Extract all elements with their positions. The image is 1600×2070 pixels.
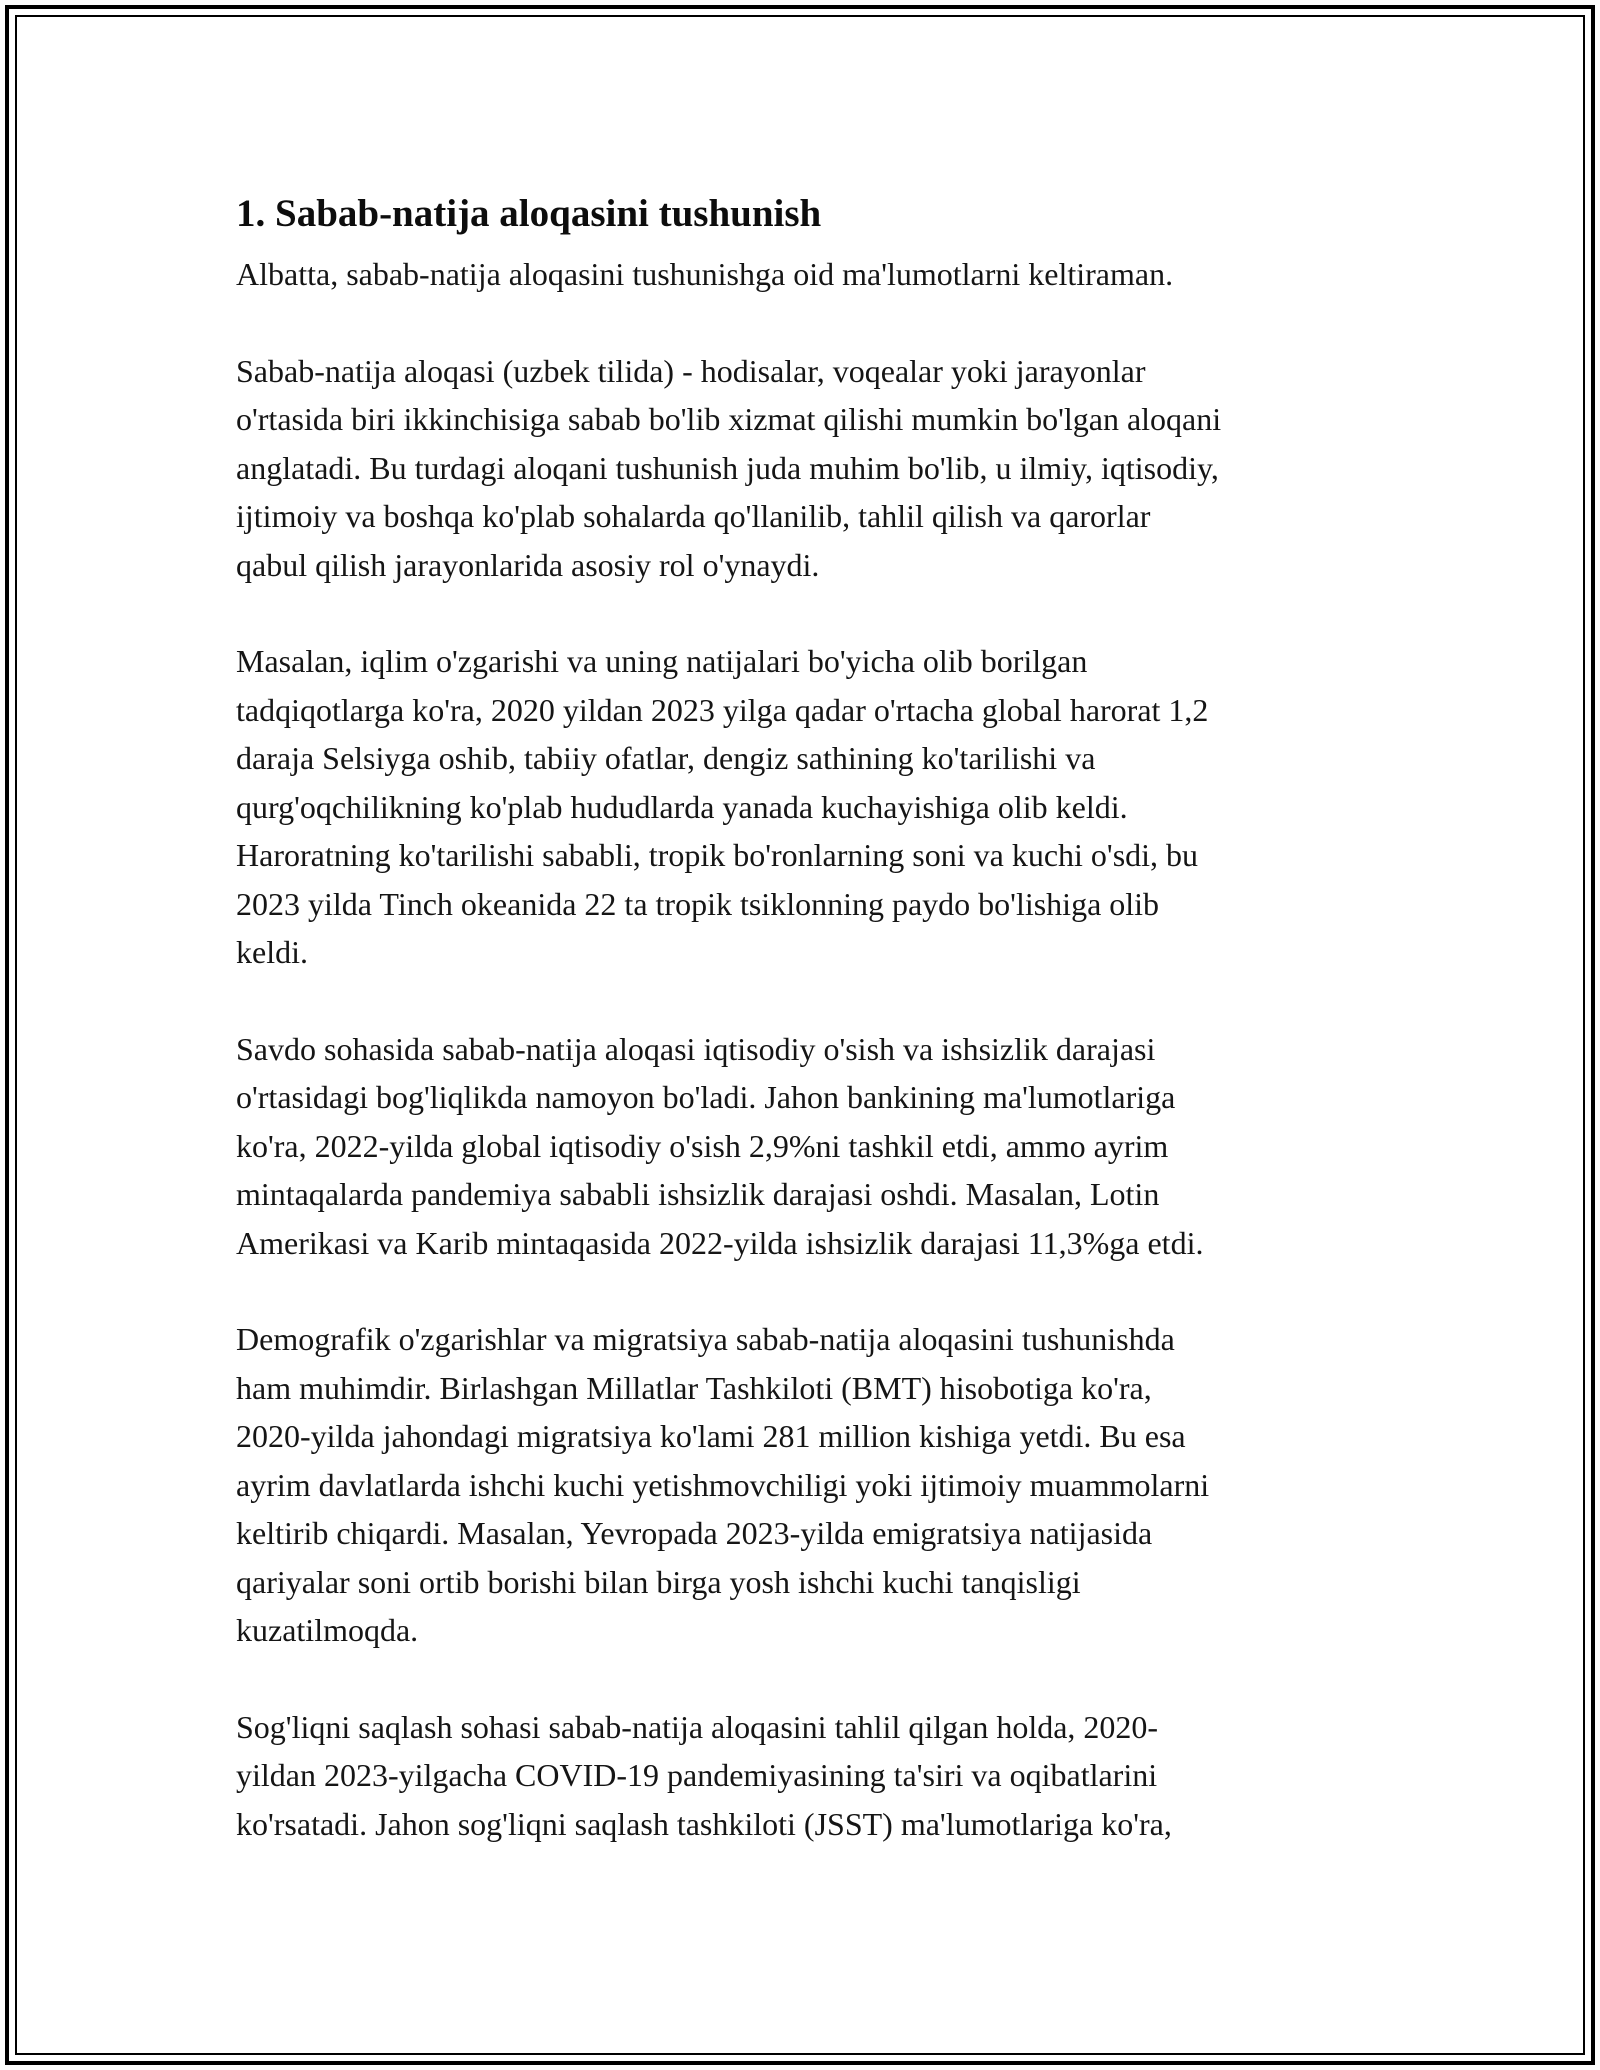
paragraph — [236, 1703, 1376, 1849]
paragraph-line: o'rtasida biri ikkinchisiga sabab bo'lib xizmat qilishi mumkin bo'lgan aloqani — [236, 401, 1222, 437]
paragraph-line: anglatadi. Bu turdagi aloqani tushunish juda muhim bo'lib, u ilmiy, iqtisodiy, — [236, 449, 1219, 486]
paragraph — [236, 1315, 1376, 1655]
paragraph-line: 2023 yilda Tinch okeanida 22 ta tropik tsiklonning paydo bo'lishiga olib — [236, 885, 1160, 922]
paragraph-line: qabul qilish jarayonlarida asosiy rol o'ynaydi. — [236, 546, 820, 583]
paragraph — [236, 250, 1376, 299]
paragraph-line: ham muhimdir. Birlashgan Millatlar Tashkiloti (BMT) hisobotiga ko'ra, — [236, 1369, 1152, 1406]
paragraph-line: daraja Selsiyga oshib, tabiiy ofatlar, dengiz sathining ko'tarilishi va — [236, 740, 1096, 776]
paragraph-line: Amerikasi va Karib mintaqasida 2022-yilda ishsizlik darajasi 11,3%ga etdi. — [236, 1224, 1204, 1261]
paragraph-line: Albatta, sabab-natija aloqasini tushunishga oid ma'lumotlarni keltiraman. — [236, 256, 1174, 292]
paragraph-line: ijtimoiy va boshqa ko'plab sohalarda qo'llanilib, tahlil qilish va qarorlar — [236, 498, 1151, 534]
paragraph-line: kuzatilmoqda. — [236, 1612, 419, 1648]
document-body — [236, 186, 1376, 1896]
paragraph-line: ko'rsatadi. Jahon sog'liqni saqlash tashkiloti (JSST) ma'lumotlariga ko'ra, — [236, 1805, 1172, 1842]
paragraph — [236, 637, 1376, 977]
paragraph-line: o'rtasidagi bog'liqlikda namoyon bo'ladi. Jahon bankining ma'lumotlariga — [236, 1079, 1176, 1115]
paragraph-line: qariyalar soni ortib borishi bilan birga yosh ishchi kuchi tanqisligi — [236, 1563, 1081, 1600]
paragraph-line: keltirib chiqardi. Masalan, Yevropada 2023-yilda emigratsiya natijasida — [236, 1515, 1153, 1551]
paragraph-line: 2020-yilda jahondagi migratsiya ko'lami 281 million kishiga yetdi. Bu esa — [236, 1418, 1186, 1454]
paragraph-line: qurg'oqchilikning ko'plab hududlarda yanada kuchayishiga olib keldi. — [236, 788, 1128, 825]
paragraph-line: yildan 2023-yilgacha COVID-19 pandemiyasining ta'siri va oqibatlarini — [236, 1757, 1158, 1793]
paragraph-line: keldi. — [236, 934, 308, 970]
paragraph-line: tadqiqotlarga ko'ra, 2020 yildan 2023 yilga qadar o'rtacha global harorat 1,2 — [236, 691, 1209, 728]
paragraph-line: Sog'liqni saqlash sohasi sabab-natija aloqasini tahlil qilgan holda, 2020- — [236, 1708, 1159, 1745]
paragraph — [236, 1025, 1376, 1268]
paragraph-line: Sabab-natija aloqasi (uzbek tilida) - hodisalar, voqealar yoki jarayonlar — [236, 352, 1146, 389]
paragraph-line: Masalan, iqlim o'zgarishi va uning natijalari bo'yicha olib borilgan — [236, 643, 1088, 679]
paragraph-line: Haroratning ko'tarilishi sababli, tropik bo'ronlarning soni va kuchi o'sdi, bu — [236, 837, 1199, 873]
paragraph-line: Savdo sohasida sabab-natija aloqasi iqtisodiy o'sish va ishsizlik darajasi — [236, 1030, 1156, 1067]
paragraph-list — [236, 250, 1376, 1848]
section-heading: 1. Sabab-natija aloqasini tushunish — [236, 192, 822, 235]
paragraph-line: ayrim davlatlarda ishchi kuchi yetishmovchiligi yoki ijtimoiy muammolarni — [236, 1466, 1210, 1503]
paragraph-line: ko'ra, 2022-yilda global iqtisodiy o'sish 2,9%ni tashkil etdi, ammo ayrim — [236, 1127, 1169, 1164]
paragraph-line: mintaqalarda pandemiya sababli ishsizlik darajasi oshdi. Masalan, Lotin — [236, 1176, 1160, 1212]
paragraph — [236, 347, 1376, 590]
paragraph-line: Demografik o'zgarishlar va migratsiya sabab-natija aloqasini tushunishda — [236, 1321, 1175, 1357]
